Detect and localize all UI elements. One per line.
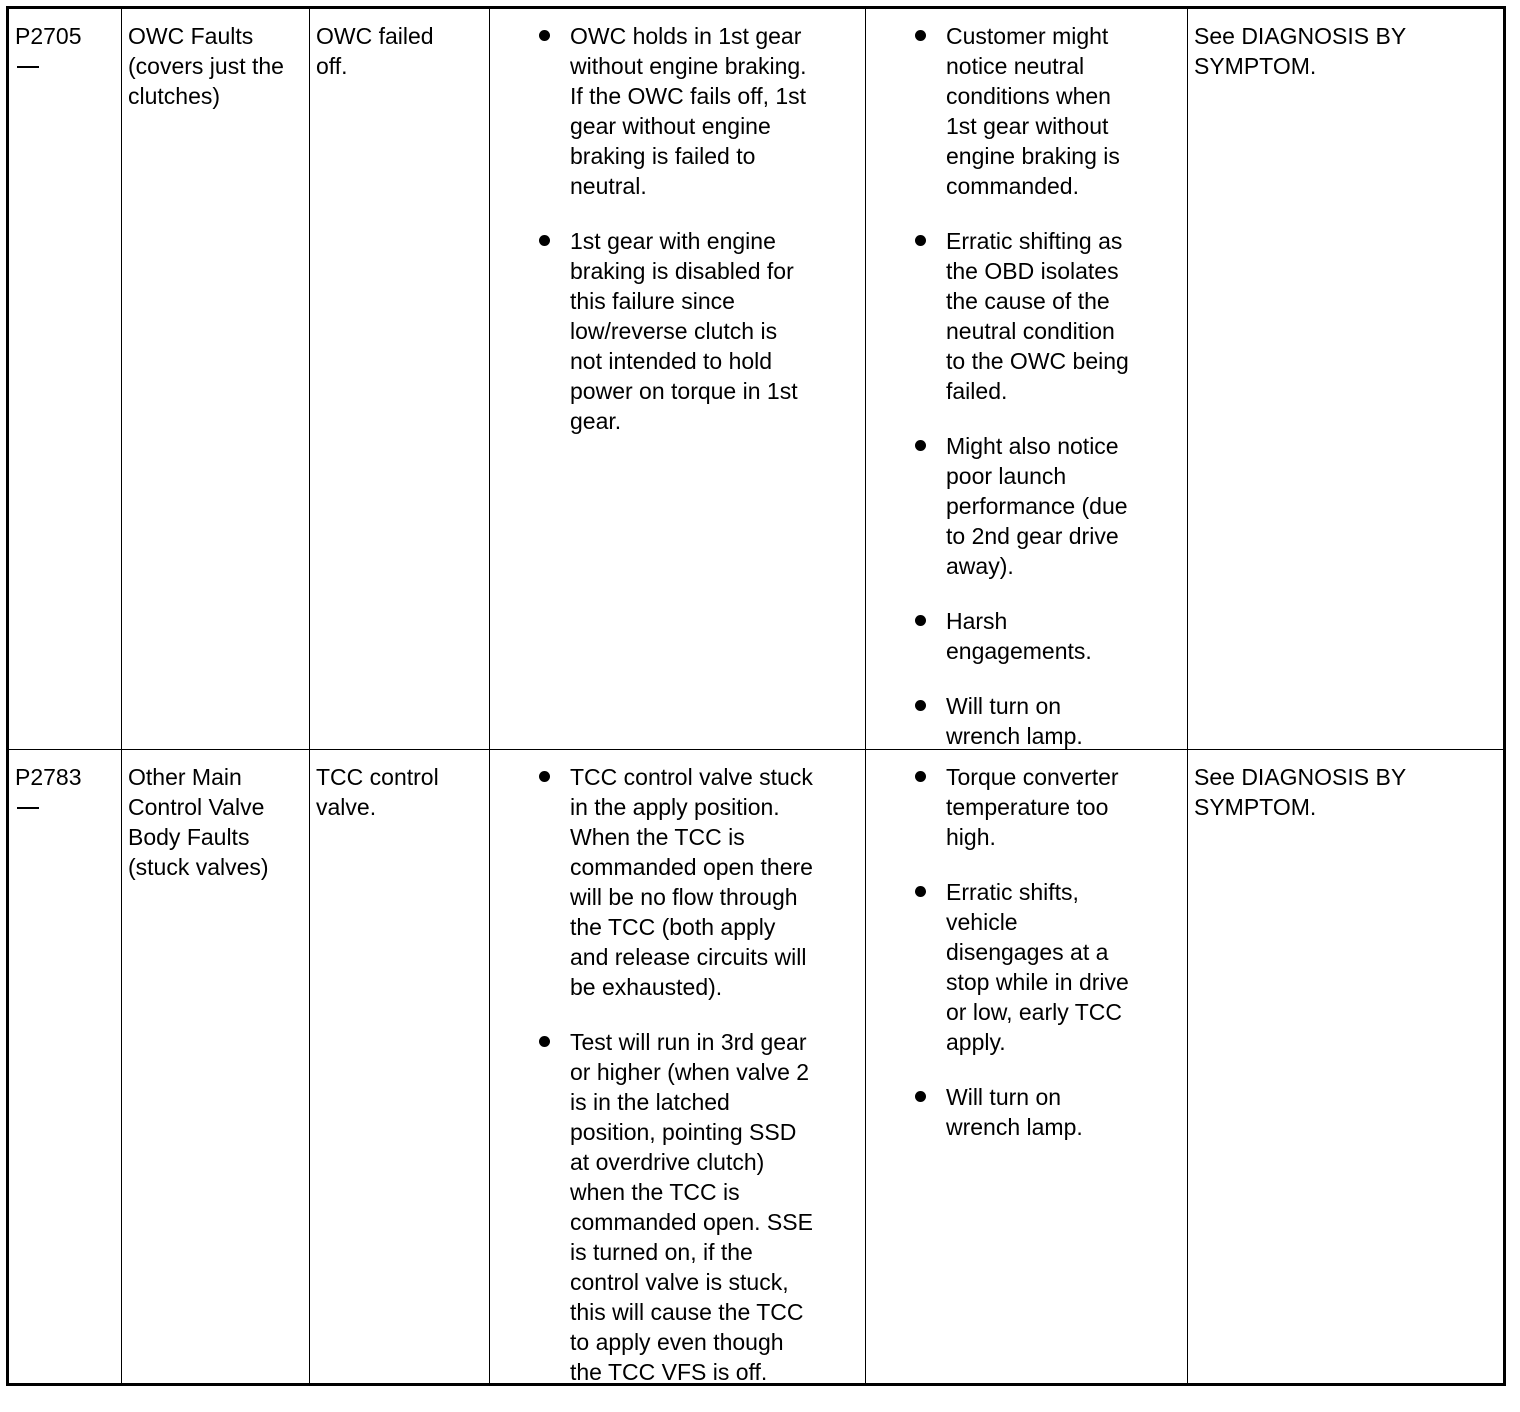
action-text: See DIAGNOSIS BY SYMPTOM. [1194,764,1407,820]
description-list [570,21,857,461]
list-item: Will turn on wrench lamp. [946,691,1179,751]
table-row [9,749,1503,1383]
list-item: TCC control valve stuck in the apply position. When the TCC is commanded open there will be no flow through the TCC (both apply and release circuits will be exhausted). [570,762,857,1002]
symptoms-list [946,21,1179,776]
description-list [570,762,857,1412]
list-item: Might also notice poor launch performance (due to 2nd gear drive away). [946,431,1179,581]
action-cell [1187,750,1503,1383]
action-cell [1187,9,1503,749]
list-item: Test will run in 3rd gear or higher (when valve 2 is in the latched position, pointing SSD at overdrive clutch) when the TCC is commanded open. SSE is turned on, if the control valve is stuck, this will cause the TCC to apply even though the TCC VFS is off. [570,1027,857,1387]
action-text: See DIAGNOSIS BY SYMPTOM. [1194,23,1407,79]
description-cell [489,9,865,749]
symptoms-cell [865,9,1187,749]
component-cell [309,750,489,1383]
description-cell [489,750,865,1383]
fault-component: OWC failed off. [316,23,434,79]
fault-category: Other Main Control Valve Body Faults (stuck valves) [128,764,269,880]
symptoms-cell [865,750,1187,1383]
list-item: Harsh engagements. [946,606,1179,666]
diagnostic-table [6,6,1506,1386]
table-row [9,9,1503,749]
dtc-code: P2705 [15,23,82,49]
category-cell [121,750,309,1383]
dtc-code-dash [15,792,115,822]
category-cell [121,9,309,749]
code-cell [9,9,121,749]
fault-component: TCC control valve. [316,764,439,820]
list-item: Will turn on wrench lamp. [946,1082,1179,1142]
symptoms-list [946,762,1179,1167]
fault-category: OWC Faults (covers just the clutches) [128,23,284,109]
list-item: OWC holds in 1st gear without engine braking. If the OWC fails off, 1st gear without engine braking is failed to neutral. [570,21,857,201]
dtc-code: P2783 [15,764,82,790]
list-item: Erratic shifts, vehicle disengages at a stop while in drive or low, early TCC apply. [946,877,1179,1057]
list-item: Torque converter temperature too high. [946,762,1179,852]
component-cell [309,9,489,749]
list-item: Customer might notice neutral conditions when 1st gear without engine braking is commanded. [946,21,1179,201]
list-item: Erratic shifting as the OBD isolates the cause of the neutral condition to the OWC being failed. [946,226,1179,406]
list-item: 1st gear with engine braking is disabled for this failure since low/reverse clutch is not intended to hold power on torque in 1st gear. [570,226,857,436]
dtc-code-dash [15,51,115,81]
code-cell [9,750,121,1383]
